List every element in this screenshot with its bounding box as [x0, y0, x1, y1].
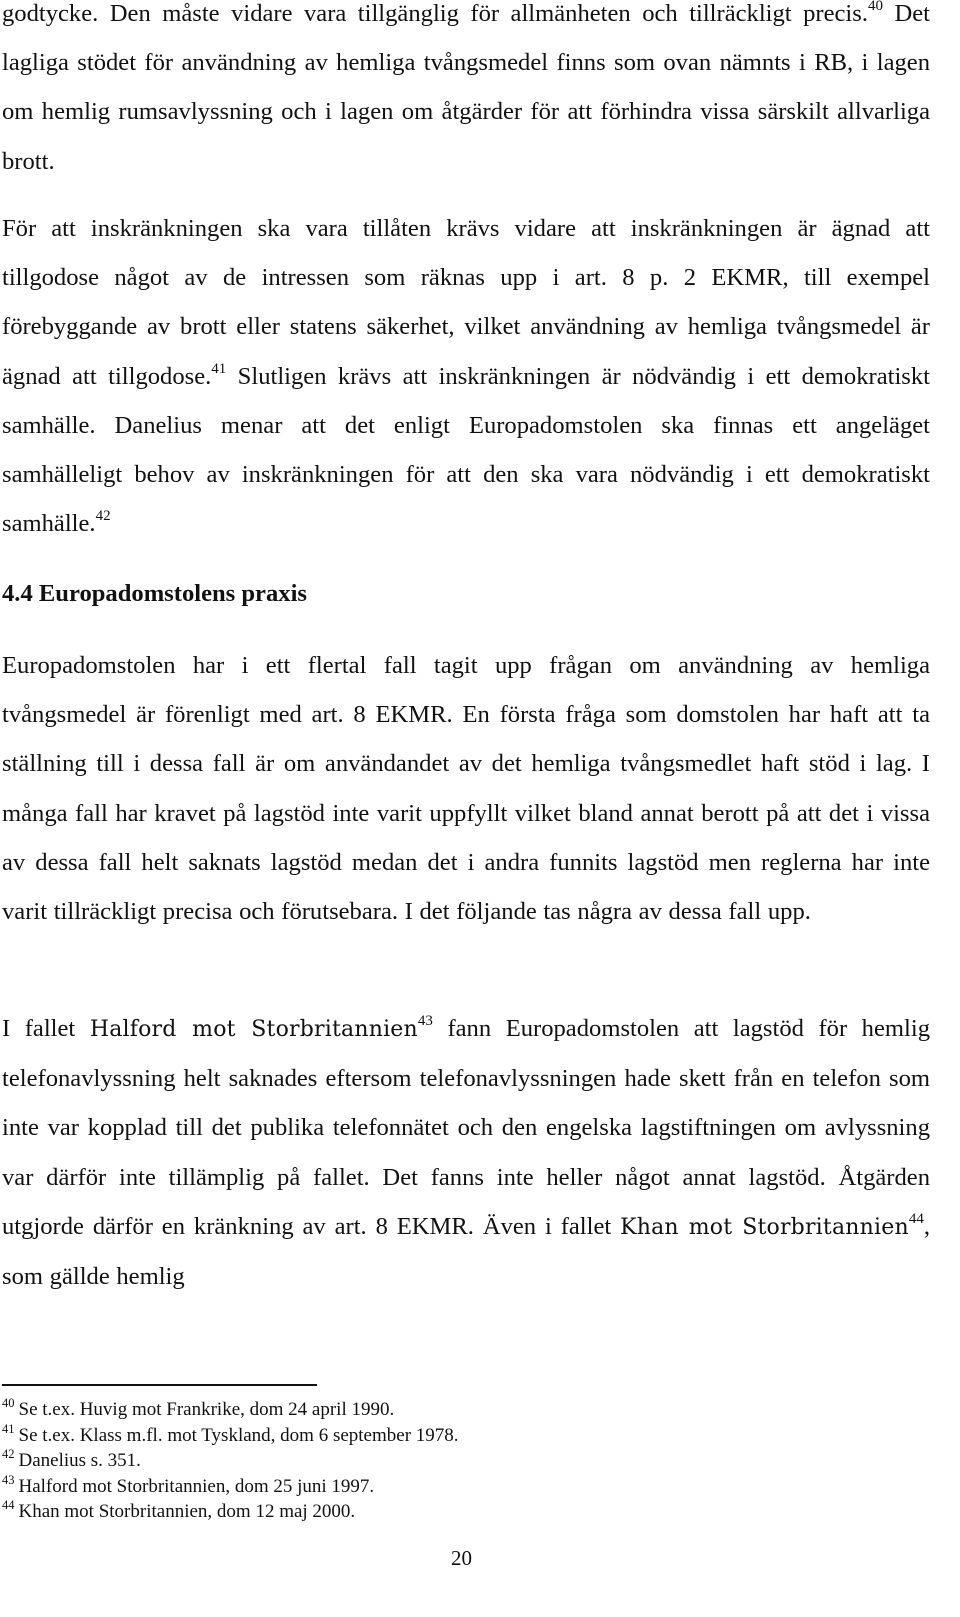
page-number: 20	[451, 1546, 472, 1570]
body-paragraph	[2, 204, 930, 548]
footnote-item	[2, 1500, 902, 1526]
body-paragraph	[2, 1004, 930, 1301]
paragraph-text: Det lagliga stödet för användning av hemliga tvångsmedel finns som ovan nämnts i RB, i lagen om hemlig rumsavlyssning och i lagen om åtgärder för att förhindra vissa särskilt allvarliga brott.	[2, 0, 930, 175]
footnote-separator	[2, 1384, 317, 1386]
footnote-number: 44	[2, 1498, 15, 1512]
footnote-reference[interactable]: 44	[908, 1210, 924, 1227]
footnotes-list	[2, 1398, 902, 1526]
footnote-reference[interactable]: 40	[867, 0, 883, 14]
paragraph-text: Slutligen krävs att inskränkningen är nödvändig i ett demokratiskt samhälle. Danelius menar att det enligt Europadomstolen ska finnas ett angeläget samhälleligt behov av inskränkningen för att den ska vara nödvändig i ett demokratiskt samhälle.	[2, 362, 930, 538]
footnote-item	[2, 1472, 902, 1501]
footnote-reference[interactable]: 42	[95, 508, 111, 525]
body-paragraph	[2, 0, 930, 186]
section-heading: 4.4 Europadomstolens praxis	[2, 580, 307, 607]
footnote-text: Khan mot Storbritannien, dom 12 maj 2000.	[18, 1501, 356, 1522]
footnote-reference[interactable]: 43	[417, 1013, 433, 1029]
footnote-number: 42	[2, 1447, 15, 1461]
case-name: Khan mot Storbritannien	[620, 1214, 909, 1240]
paragraph-text: I fallet	[2, 1015, 90, 1042]
paragraph-text: För att inskränkningen ska vara tillåten krävs vidare att inskränkningen är ägnad att tillgodose något av de intressen som räknas upp i art. 8 p. 2 EKMR, till exempel förebyggande av brott eller statens säkerhet, vilket användning av hemliga tvångsmedel är ägnad att tillgodose.	[2, 215, 930, 390]
footnote-number: 43	[2, 1472, 15, 1487]
paragraph-text: , som gällde hemlig	[2, 1212, 930, 1291]
footnote-item	[2, 1421, 902, 1450]
footnote-reference[interactable]: 41	[211, 360, 227, 377]
footnote-number: 40	[2, 1396, 15, 1410]
footnote-number: 41	[2, 1421, 15, 1436]
case-name: Halford mot Storbritannien	[89, 1017, 418, 1042]
footnote-item	[2, 1449, 902, 1475]
body-paragraph	[2, 641, 930, 936]
paragraph-text: fann Europadomstolen att lagstöd för hemlig telefonavlyssning helt saknades eftersom telefonavlyssningen hade skett från en telefon som inte var kopplad till det publika telefonnätet och den engelska lagstiftningen om avlyssning var därför inte tillämplig på fallet. Det fanns inte heller något annat lagstöd. Åtgärden utgjorde därför en kränkning av art. 8 EKMR. Även i fallet	[2, 1015, 930, 1240]
footnote-item	[2, 1398, 902, 1424]
paragraph-text: godtycke. Den måste vidare vara tillgänglig för allmänheten och tillräckligt precis.	[2, 0, 868, 27]
footnote-text: Danelius s. 351.	[18, 1450, 141, 1471]
footnote-text: Se t.ex. Huvig mot Frankrike, dom 24 april 1990.	[18, 1399, 395, 1420]
paragraph-text: Europadomstolen har i ett flertal fall tagit upp frågan om användning av hemliga tvångsmedel är förenligt med art. 8 EKMR. En första fråga som domstolen har haft att ta ställning till i dessa fall är om användandet av det hemliga tvångsmedlet haft stöd i lag. I många fall har kravet på lagstöd inte varit uppfyllt vilket bland annat berott på att det i vissa av dessa fall helt saknats lagstöd medan det i andra funnits lagstöd men reglerna har inte varit tillräckligt precisa och förutsebara. I det följande tas några av dessa fall upp.	[2, 652, 930, 926]
footnote-text: Se t.ex. Klass m.fl. mot Tyskland, dom 6 september 1978.	[18, 1424, 459, 1446]
footnote-text: Halford mot Storbritannien, dom 25 juni 1997.	[18, 1475, 375, 1497]
